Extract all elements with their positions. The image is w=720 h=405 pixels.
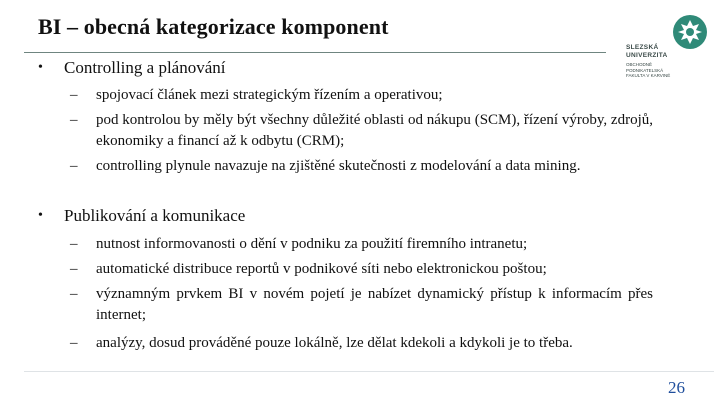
dash-icon: – [70,261,78,277]
logo-name-line1: SLEZSKÁ [626,44,659,51]
dash-icon: – [70,286,78,302]
page-title: BI – obecná kategorizace komponent [38,14,389,39]
dash-icon: – [70,158,78,174]
dash-icon: – [70,335,78,351]
bullet-dot-icon: • [38,208,43,223]
list-item: – automatické distribuce reportů v podnikové síti nebo elektronickou poštou; [96,259,653,280]
bullet-dot-icon: • [38,60,43,75]
logo-subtitle: OBCHODNĚ PODNIKATELSKÁ FAKULTA V KARVINÉ [626,62,671,78]
section-heading-publishing: • Publikování a komunikace [38,206,246,225]
dash-icon: – [70,236,78,252]
footer-divider [24,371,714,372]
dash-icon: – [70,87,78,103]
page-number: 26 [668,378,685,397]
list-item: – controlling plynule navazuje na zjištěné skutečnosti z modelování a data mining. [96,156,653,177]
section-heading-controlling: • Controlling a plánování [38,58,226,77]
university-emblem-icon [672,14,708,50]
logo-name-line2: UNIVERZITA [626,52,668,59]
list-item: – nutnost informovanosti o dění v podniku za použití firemního intranetu; [96,234,653,255]
dash-icon: – [70,112,78,128]
list-item: – významným prvkem BI v novém pojetí je nabízet dynamický přístup k informacím přes internet; [70,286,653,323]
list-item: – spojovací článek mezi strategickým řízením a operativou; [96,85,653,106]
list-item: – analýzy, dosud prováděné pouze lokálně, lze dělat kdekoli a kdykoli je to třeba. [96,333,653,354]
title-divider [24,52,606,53]
list-item: – pod kontrolou by měly být všechny důležité oblasti od nákupu (SCM), řízení výroby, zdrojů, ekonomiky a financí až k odbytu (CRM); [70,112,653,149]
university-logo [622,14,712,82]
logo-name [626,44,668,60]
